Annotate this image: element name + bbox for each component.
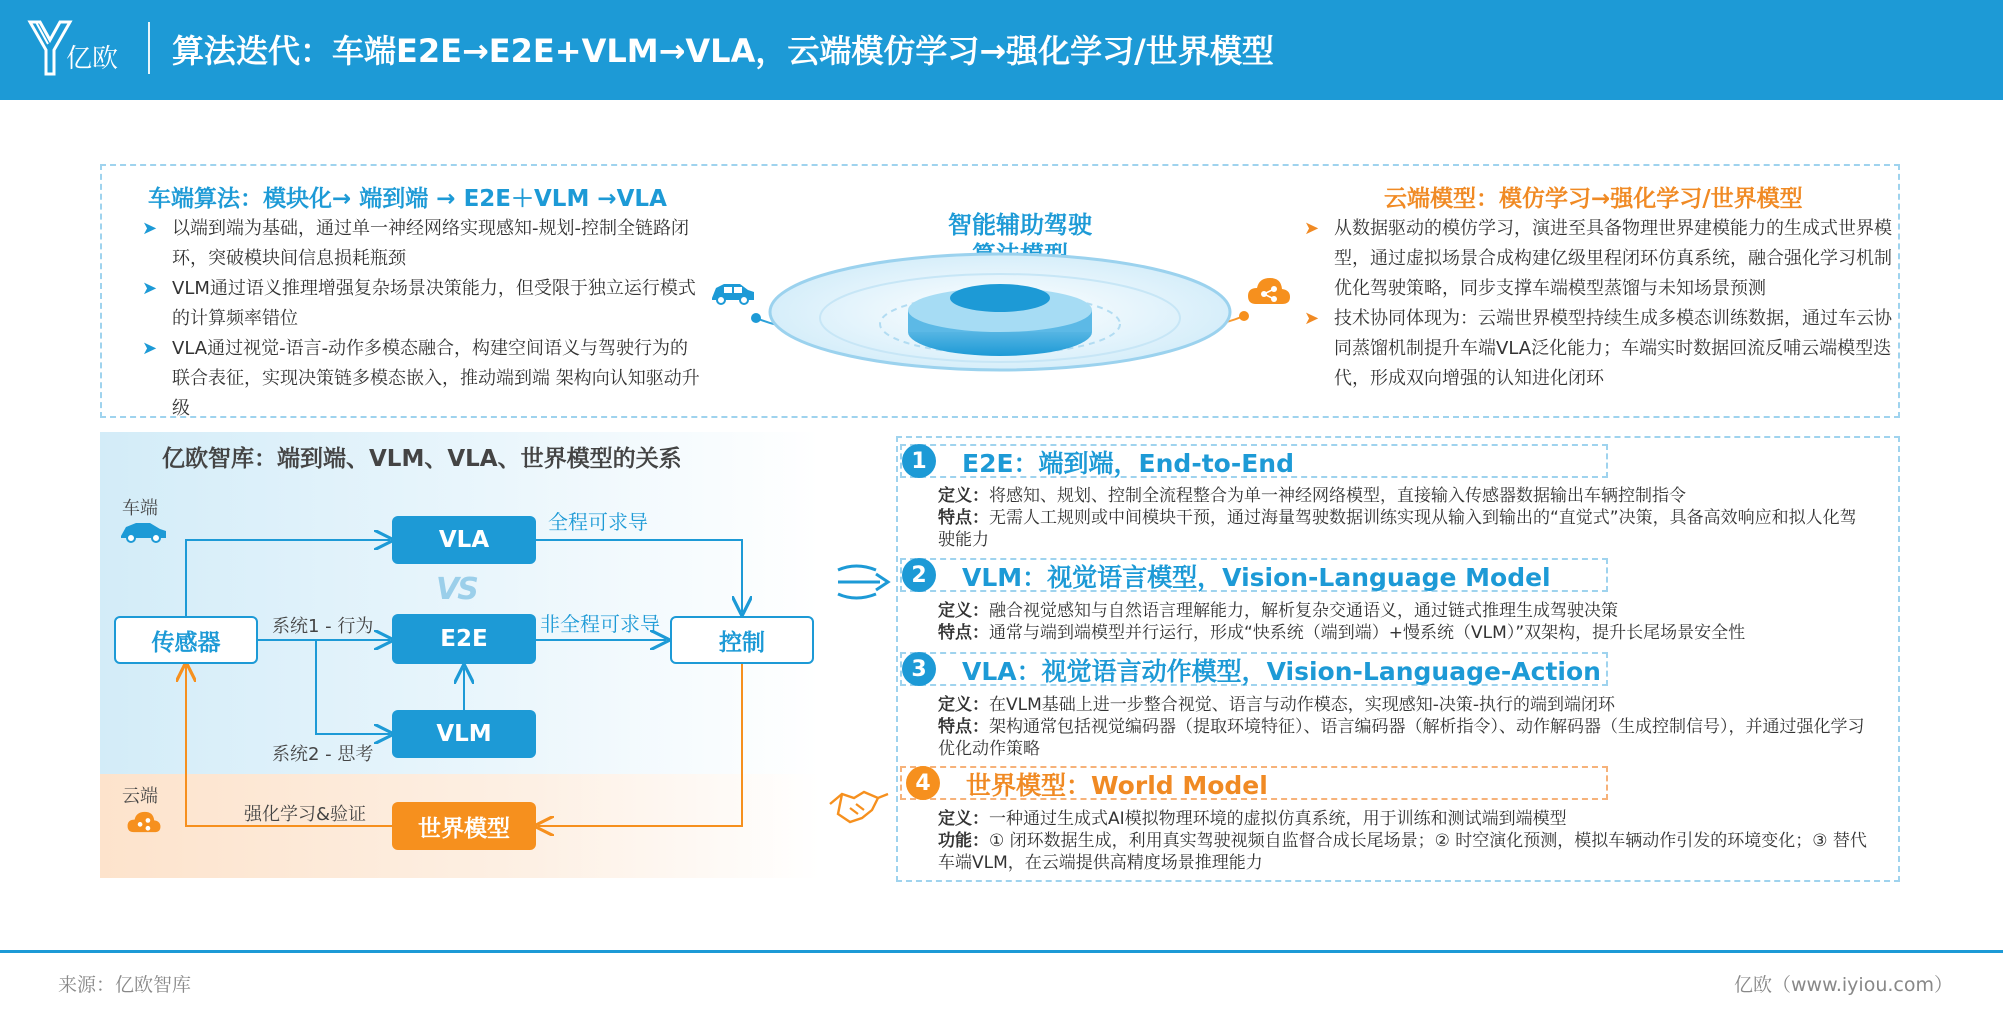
list-item (1302, 304, 1892, 394)
system1-label: 系统1 - 行为 (272, 616, 374, 637)
source-note: 来源：亿欧智库 (58, 974, 192, 996)
car-side-icon (118, 518, 168, 544)
definition-label: 定义： (938, 486, 989, 506)
item-1-number: 1 (902, 444, 936, 478)
vs-label: VS (436, 572, 477, 607)
item-1-body (938, 485, 1868, 551)
sensor-node: 传感器 (114, 616, 258, 664)
bullet-text: VLA通过视觉-语言-动作多模态融合，构建空间语义与驾驶行为的联合表征，实现决策链多模态嵌入，推动端到端 架构向认知驱动升级 (172, 338, 700, 419)
item-1-definition (938, 485, 1868, 507)
arrow-bullet-icon: ➤ (1304, 308, 1320, 329)
control-to-world-arrow (538, 664, 742, 826)
feature-text: 架构通常包括视觉编码器（提取环境特征）、语言编码器（解析指令）、动作解码器（生成控制信号），并通过强化学习优化动作策略 (938, 717, 1865, 759)
definition-text: 将感知、规划、控制全流程整合为单一神经网络模型，直接输入传感器数据输出车辆控制指令 (989, 486, 1686, 506)
feature-label: 功能： (938, 831, 989, 851)
header-divider (148, 22, 150, 74)
vlm-node: VLM (392, 710, 536, 758)
handshake-icon (828, 784, 890, 828)
item-1-title: E2E：端到端，End-to-End (962, 449, 1294, 478)
relationship-title: 亿欧智库：端到端、VLM、VLA、世界模型的关系 (162, 446, 682, 472)
feature-label: 特点： (938, 717, 989, 737)
item-4-number: 4 (906, 766, 940, 800)
item-3-definition (938, 694, 1868, 716)
page-title: 算法迭代：车端E2E→E2E+VLM→VLA，云端模仿学习→强化学习/世界模型 (172, 32, 1274, 70)
sensor-to-vla-arrow (186, 540, 390, 616)
world-model-node: 世界模型 (392, 802, 536, 850)
item-2-definition (938, 600, 1868, 622)
definition-label: 定义： (938, 809, 989, 829)
site-link[interactable]: 亿欧（www.iyiou.com） (1733, 974, 1953, 996)
item-2-body (938, 600, 1868, 644)
arrow-bullet-icon: ➤ (142, 338, 158, 359)
item-4-definition (938, 808, 1868, 830)
feature-text: ① 闭环数据生成，利用真实驾驶视频自监督合成长尾场景；② 时空演化预测，模拟车辆动作引发的环境变化；③ 替代车端VLM，在云端提供高精度场景推理能力 (938, 831, 1867, 873)
car-algorithm-title: 车端算法：模块化→ 端到端 → E2E＋VLM →VLA (148, 186, 667, 212)
cloud-bullet-list (1302, 214, 1892, 394)
control-node: 控制 (670, 616, 814, 664)
footer-divider (0, 950, 2003, 953)
platform-core (950, 284, 1050, 312)
vla-node: VLA (392, 516, 536, 564)
center-title-line1: 智能辅助驾驶 (948, 211, 1092, 239)
item-3-title: VLA：视觉语言动作模型，Vision-Language-Action (962, 657, 1601, 686)
bullet-text: 从数据驱动的模仿学习，演进至具备物理世界建模能力的生成式世界模型，通过虚拟场景合成构建亿级里程闭环仿真系统，融合强化学习机制优化驾驶策略，同步支撑车端模型蒸馏与未知场景预测 (1334, 218, 1892, 299)
list-item (1302, 214, 1892, 304)
logo-text: 亿欧 (66, 44, 119, 74)
definition-text: 在VLM基础上进一步整合视觉、语言与动作模态，实现感知-决策-执行的端到端闭环 (989, 695, 1616, 715)
system2-label: 系统2 - 思考 (272, 744, 374, 765)
list-item (140, 274, 700, 334)
feature-label: 特点： (938, 623, 989, 643)
arrow-bullet-icon: ➤ (142, 218, 158, 239)
feature-text: 无需人工规则或中间模块干预，通过海量驾驶数据训练实现从输入到输出的“直觉式”决策，具备高效响应和拟人化驾驶能力 (938, 508, 1857, 550)
item-4-title: 世界模型：World Model (966, 771, 1268, 800)
bullet-text: VLM通过语义推理增强复杂场景决策能力，但受限于独立运行模式的计算频率错位 (172, 278, 696, 329)
full-diff-label: 全程可求导 (548, 510, 648, 534)
cloud-label: 云端 (122, 786, 158, 807)
non-full-diff-label: 非全程可求导 (540, 612, 660, 636)
definition-text: 融合视觉感知与自然语言理解能力，解析复杂交通语义，通过链式推理生成驾驶决策 (989, 601, 1618, 621)
item-4-feature (938, 830, 1868, 874)
feature-text: 通常与端到端模型并行运行，形成“快系统（端到端）+慢系统（VLM）”双架构，提升长尾场景安全性 (989, 623, 1746, 643)
vla-to-control-arrow (536, 540, 742, 612)
bullet-text: 技术协同体现为：云端世界模型持续生成多模态训练数据，通过车云协同蒸馏机制提升车端VLA泛化能力；车端实时数据回流反哺云端模型迭代，形成双向增强的认知进化闭环 (1334, 308, 1892, 389)
item-3-number: 3 (902, 652, 936, 686)
item-2-number: 2 (902, 558, 936, 592)
left-connector-dot (751, 313, 761, 323)
cloud-share-icon (1246, 274, 1292, 308)
item-1-feature (938, 507, 1868, 551)
platform-illustration (690, 240, 1310, 390)
item-2-feature (938, 622, 1868, 644)
definition-label: 定义： (938, 695, 989, 715)
list-item (140, 334, 700, 424)
cloud-model-title: 云端模型：模仿学习→强化学习/世界模型 (1384, 186, 1803, 212)
car-label: 车端 (122, 498, 158, 519)
item-3-body (938, 694, 1868, 760)
rl-verify-label: 强化学习&验证 (244, 804, 367, 825)
arrow-bullet-icon: ➤ (1304, 218, 1320, 239)
item-4-body (938, 808, 1868, 874)
bullet-text: 以端到端为基础，通过单一神经网络实现感知-规划-控制全链路闭环，突破模块间信息损耗瓶颈 (172, 218, 689, 269)
right-connector-dot (1239, 311, 1249, 321)
list-item (140, 214, 700, 274)
cloud-small-icon (126, 808, 162, 836)
e2e-node: E2E (392, 614, 536, 664)
definition-text: 一种通过生成式AI模拟物理环境的虚拟仿真系统，用于训练和测试端到端模型 (989, 809, 1567, 829)
data-stream-icon (836, 556, 892, 608)
feature-label: 特点： (938, 508, 989, 528)
item-2-title: VLM：视觉语言模型，Vision-Language Model (962, 563, 1551, 592)
car-bullet-list (140, 214, 700, 424)
arrow-bullet-icon: ➤ (142, 278, 158, 299)
definition-label: 定义： (938, 601, 989, 621)
header-bar (0, 0, 2003, 100)
sensor-to-vlm-arrow (316, 640, 390, 734)
car-icon (708, 278, 756, 306)
item-3-feature (938, 716, 1868, 760)
